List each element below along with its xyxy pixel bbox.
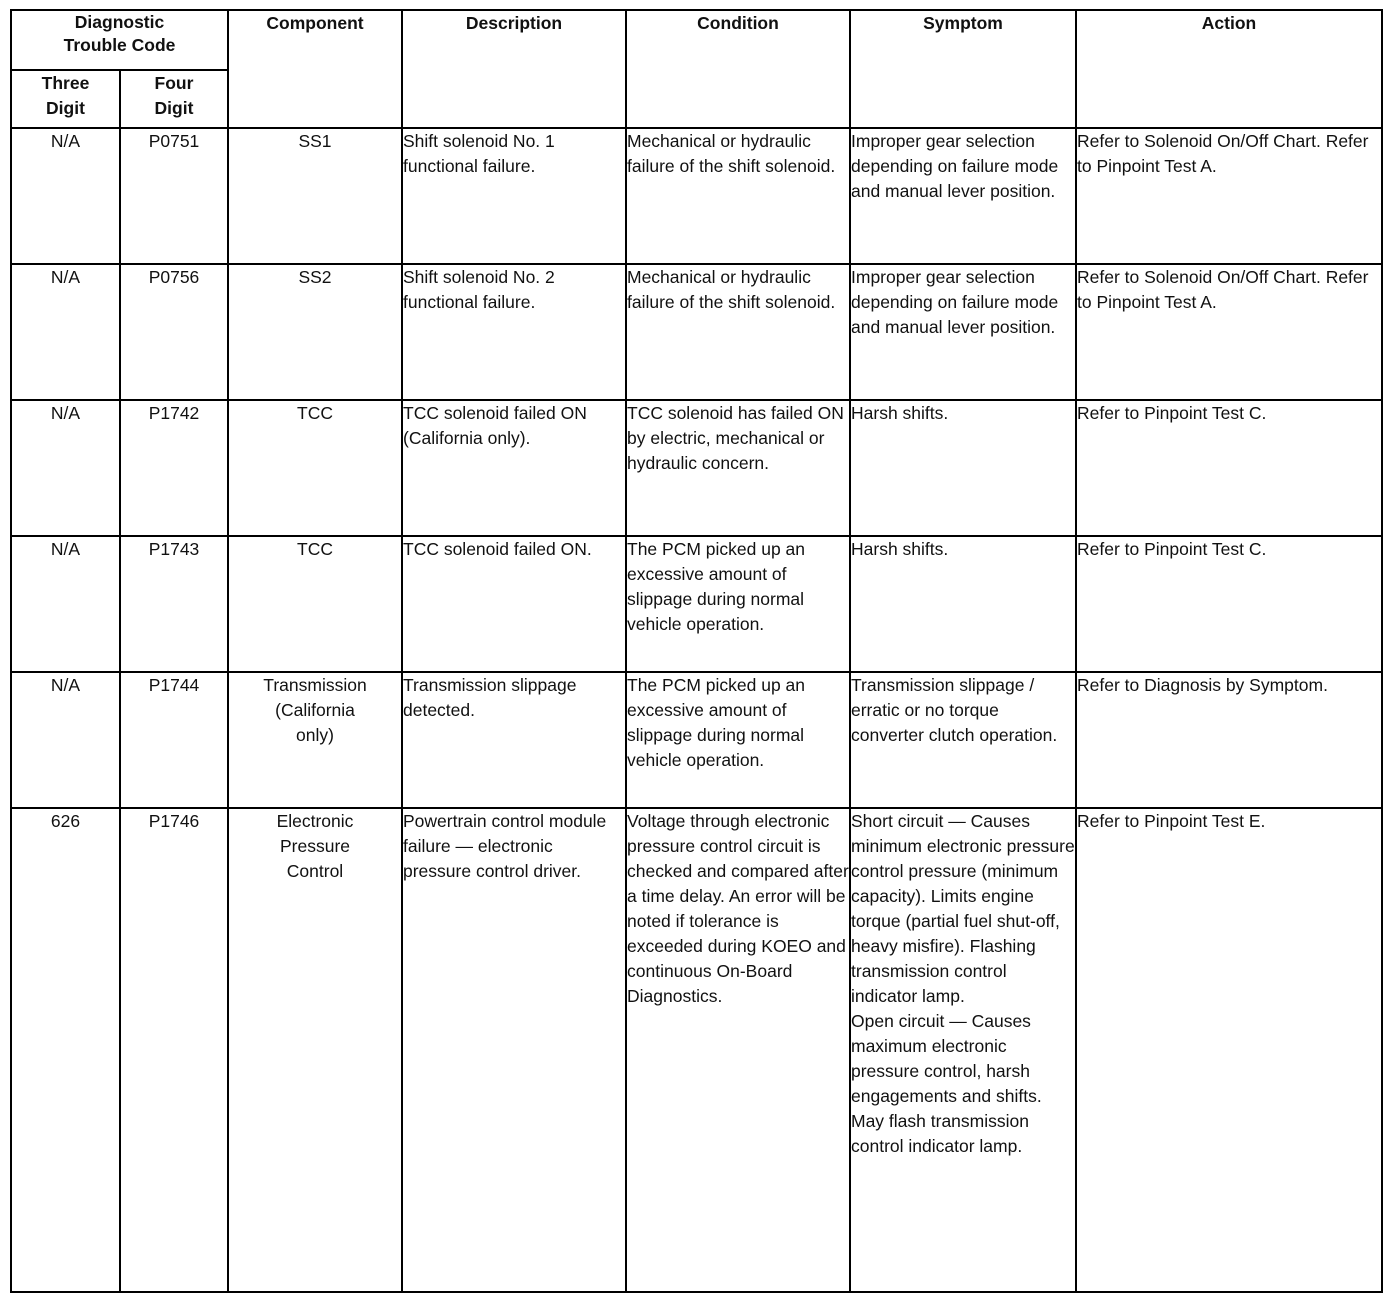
dtc-group-header: Diagnostic Trouble Code [11,10,228,70]
three-digit-cell: N/A [11,400,120,536]
table-row [11,672,1382,808]
description-header: Description [402,10,626,128]
four-digit-header: Four Digit [120,70,228,128]
description-cell: Transmission slippage detected. [402,672,626,808]
component-header: Component [228,10,402,128]
condition-cell: The PCM picked up an excessive amount of slippage during normal vehicle operation. [626,672,850,808]
condition-cell: Voltage through electronic pressure control circuit is checked and compared after a time delay. An error will be noted if tolerance is exceeded during KOEO and continuous On-Board Diagnostics. [626,808,850,1292]
component-cell: SS1 [228,128,402,264]
three-digit-cell: 626 [11,808,120,1292]
action-cell: Refer to Diagnosis by Symptom. [1076,672,1382,808]
symptom-cell: Harsh shifts. [850,400,1076,536]
four-digit-cell: P1746 [120,808,228,1292]
description-cell: TCC solenoid failed ON (California only). [402,400,626,536]
three-digit-cell: N/A [11,672,120,808]
four-digit-cell: P1742 [120,400,228,536]
component-cell: TCC [228,400,402,536]
description-cell: TCC solenoid failed ON. [402,536,626,672]
condition-cell: The PCM picked up an excessive amount of slippage during normal vehicle operation. [626,536,850,672]
action-cell: Refer to Pinpoint Test C. [1076,536,1382,672]
table-row [11,808,1382,1292]
three-digit-cell: N/A [11,128,120,264]
symptom-cell: Improper gear selection depending on failure mode and manual lever position. [850,264,1076,400]
three-digit-cell: N/A [11,536,120,672]
four-digit-cell: P0756 [120,264,228,400]
table-row [11,264,1382,400]
table-row [11,400,1382,536]
action-cell: Refer to Pinpoint Test C. [1076,400,1382,536]
action-cell: Refer to Pinpoint Test E. [1076,808,1382,1292]
description-cell: Shift solenoid No. 1 functional failure. [402,128,626,264]
three-digit-header: Three Digit [11,70,120,128]
condition-header: Condition [626,10,850,128]
component-cell: Transmission (California only) [228,672,402,808]
diagnostic-trouble-code-table [10,9,1383,1293]
three-digit-cell: N/A [11,264,120,400]
four-digit-cell: P1744 [120,672,228,808]
table-row [11,536,1382,672]
symptom-cell: Improper gear selection depending on failure mode and manual lever position. [850,128,1076,264]
component-cell: Electronic Pressure Control [228,808,402,1292]
four-digit-cell: P1743 [120,536,228,672]
description-cell: Shift solenoid No. 2 functional failure. [402,264,626,400]
condition-cell: TCC solenoid has failed ON by electric, mechanical or hydraulic concern. [626,400,850,536]
component-cell: SS2 [228,264,402,400]
description-cell: Powertrain control module failure — electronic pressure control driver. [402,808,626,1292]
four-digit-cell: P0751 [120,128,228,264]
symptom-cell: Short circuit — Causes minimum electronic pressure control pressure (minimum capacity). Limits engine torque (partial fuel shut-off, heavy misfire). Flashing transmission control indicator lamp. Open circuit — Causes maximum electronic pressure control, harsh engagements and shifts. May flash transmission control indicator lamp. [850,808,1076,1292]
symptom-cell: Harsh shifts. [850,536,1076,672]
action-cell: Refer to Solenoid On/Off Chart. Refer to Pinpoint Test A. [1076,128,1382,264]
condition-cell: Mechanical or hydraulic failure of the shift solenoid. [626,264,850,400]
symptom-cell: Transmission slippage / erratic or no torque converter clutch operation. [850,672,1076,808]
symptom-header: Symptom [850,10,1076,128]
component-cell: TCC [228,536,402,672]
action-cell: Refer to Solenoid On/Off Chart. Refer to Pinpoint Test A. [1076,264,1382,400]
action-header: Action [1076,10,1382,128]
table-row [11,128,1382,264]
condition-cell: Mechanical or hydraulic failure of the shift solenoid. [626,128,850,264]
